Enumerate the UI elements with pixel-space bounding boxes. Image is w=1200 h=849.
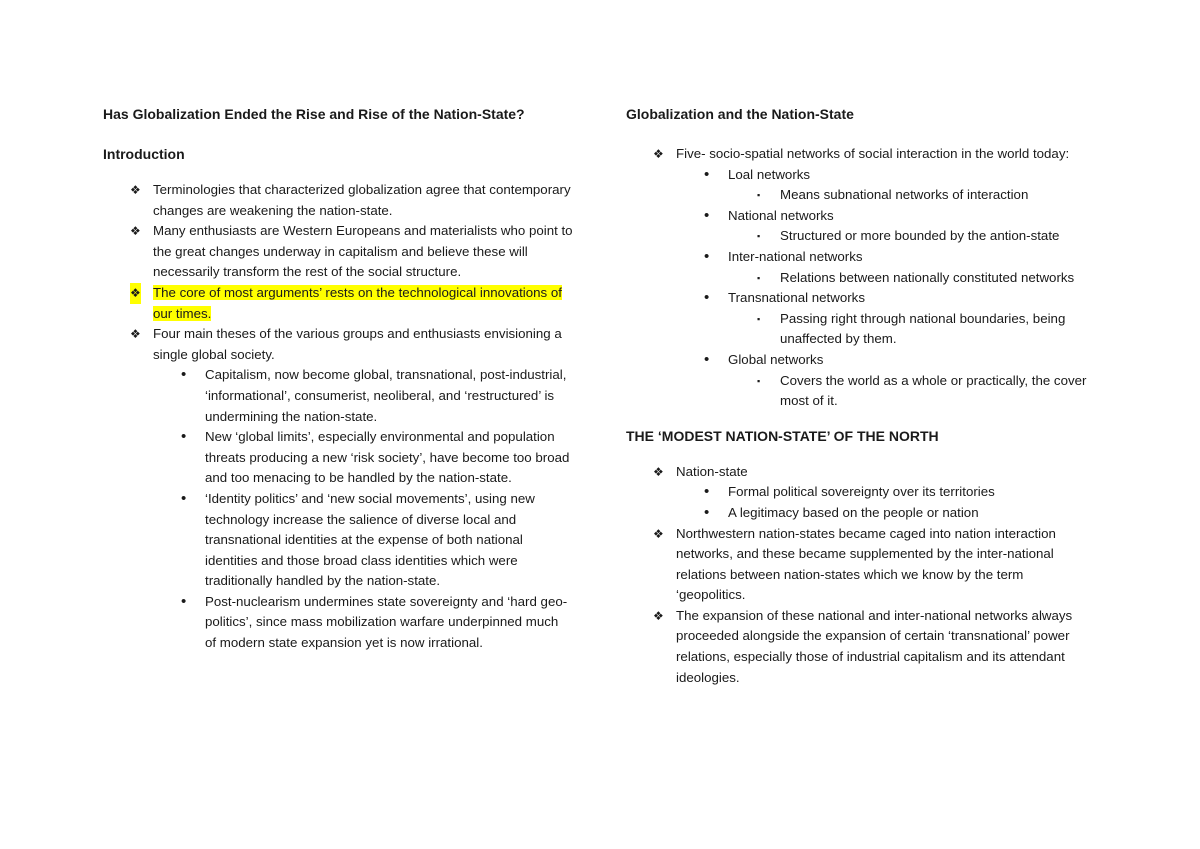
list-item: • A legitimacy based on the people or nation	[626, 503, 1096, 524]
diamond-bullet-icon: ❖	[653, 608, 664, 623]
diamond-bullet-icon: ❖	[653, 464, 664, 479]
network-item: • Global networks	[626, 350, 1096, 371]
round-bullet-icon: •	[704, 165, 710, 183]
nation-state-list	[626, 462, 1096, 689]
list-item: ❖ Four main theses of the various groups and enthusiasts envisioning a single global society.	[130, 326, 562, 362]
diamond-bullet-icon: ❖	[130, 183, 141, 197]
section-introduction: Introduction	[103, 146, 185, 162]
network-item: • National networks	[626, 206, 1096, 227]
round-bullet-icon: •	[704, 350, 710, 368]
intro-list	[103, 180, 573, 654]
round-bullet-icon: •	[181, 592, 187, 610]
network-item: • Inter-national networks	[626, 247, 1096, 268]
left-column	[103, 100, 573, 654]
network-desc: ▪ Means subnational networks of interaction	[626, 185, 1096, 206]
list-item: ❖ The expansion of these national and inter-national networks always proceeded alongside the expansion of certain ‘transnational’ power relations, especially those of industrial capitalism and its attendant ideologies.	[653, 607, 1073, 685]
network-desc: ▪ Relations between nationally constituted networks	[626, 268, 1096, 289]
square-bullet-icon: ▪	[757, 313, 761, 324]
network-desc: ▪ Structured or more bounded by the antion-state	[626, 226, 1096, 247]
round-bullet-icon: •	[704, 206, 710, 224]
left-title: Has Globalization Ended the Rise and Rise of the Nation-State?	[103, 106, 525, 122]
list-item: ❖ Northwestern nation-states became caged into nation interaction networks, and these became supplemented by the inter-national relations between nation-states which we know by the term ‘geopolitics.	[653, 525, 1056, 603]
square-bullet-icon: ▪	[757, 190, 761, 201]
round-bullet-icon: •	[181, 489, 187, 507]
thesis-item: • Capitalism, now become global, transnational, post-industrial, ‘informational’, consumerist, neoliberal, and ‘restructured’ is undermining the nation-state.	[181, 366, 567, 424]
diamond-bullet-icon: ❖	[130, 224, 141, 239]
round-bullet-icon: •	[704, 289, 710, 307]
square-bullet-icon: ▪	[757, 231, 761, 242]
list-item: ❖ Many enthusiasts are Western Europeans and materialists who point to the great changes underway in capitalism and believe these will necessarily transform the rest of the social structure.	[130, 223, 573, 280]
round-bullet-icon: •	[704, 483, 710, 501]
section-modest-nation-state: THE ‘MODEST NATION-STATE’ OF THE NORTH	[626, 427, 939, 444]
list-item: ❖ Terminologies that characterized globalization agree that contemporary changes are weakening the nation-state.	[130, 182, 571, 218]
square-bullet-icon: ▪	[757, 375, 761, 386]
thesis-item: • Post-nuclearism undermines state sovereignty and ‘hard geo-politics’, since mass mobilization warfare underpinned much of modern state expansion yet is now irrational.	[181, 592, 568, 651]
round-bullet-icon: •	[181, 428, 187, 446]
diamond-bullet-icon: ❖	[130, 283, 141, 304]
right-title: Globalization and the Nation-State	[626, 106, 854, 122]
networks-list	[626, 144, 1096, 412]
diamond-bullet-icon: ❖	[653, 147, 664, 161]
thesis-item: • New ‘global limits’, especially environmental and population threats producing a new ‘risk society’, have become too broad and too menacing to be handled by the nation-state.	[181, 428, 570, 486]
highlighted-list-item: ❖ The core of most arguments’ rests on the technological innovations of our times.	[130, 284, 562, 321]
round-bullet-icon: •	[181, 366, 187, 384]
diamond-bullet-icon: ❖	[653, 526, 664, 541]
round-bullet-icon: •	[704, 247, 710, 265]
right-column	[626, 100, 1096, 688]
diamond-bullet-icon: ❖	[130, 327, 141, 342]
list-item: ❖ Nation-state	[626, 462, 1096, 483]
network-item: • Transnational networks	[626, 288, 1096, 309]
thesis-item: • ‘Identity politics’ and ‘new social movements’, using new technology increase the salience of diverse local and transnational identities at the expense of both national identities and those broad class identities which were traditionally handled by the nation-state.	[181, 489, 535, 589]
network-desc: ▪ Passing right through national boundaries, being unaffected by them.	[757, 310, 1066, 347]
network-item: • Loal networks	[626, 165, 1096, 186]
network-desc: ▪ Covers the world as a whole or practically, the cover most of it.	[757, 372, 1087, 409]
list-item: ❖ Five- socio-spatial networks of social interaction in the world today:	[626, 144, 1096, 165]
round-bullet-icon: •	[704, 503, 710, 521]
list-item: • Formal political sovereignty over its territories	[626, 482, 1096, 503]
square-bullet-icon: ▪	[757, 272, 761, 283]
